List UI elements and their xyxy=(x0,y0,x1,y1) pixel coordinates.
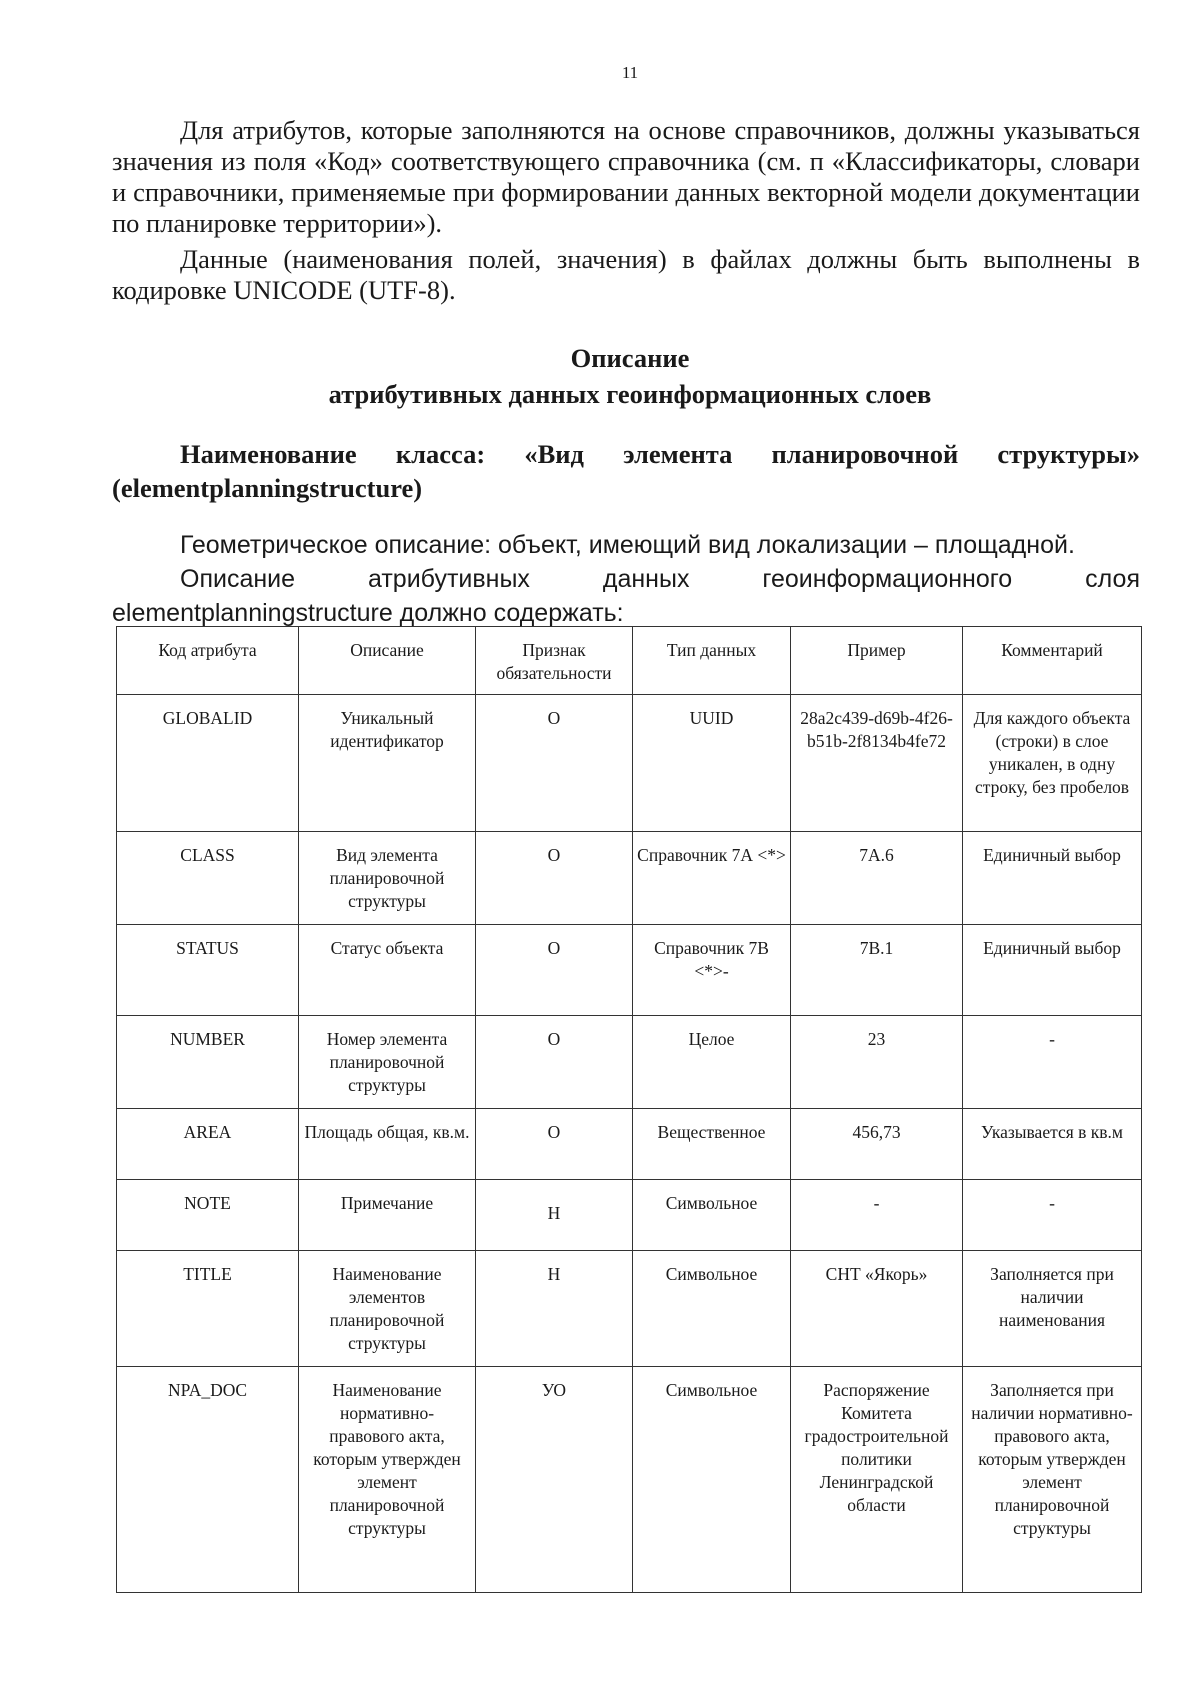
cell-required-flag: Н xyxy=(476,1251,633,1367)
cell-required-flag: О xyxy=(476,1016,633,1109)
class-title: Наименование класса: «Вид элемента планировочной структуры» (elementplanningstructure) xyxy=(112,439,1140,503)
cell-comment: - xyxy=(963,1016,1142,1109)
geometry-description: Геометрическое описание: объект, имеющий вид локализации – площадной. xyxy=(180,531,1075,559)
cell-required-flag: УО xyxy=(476,1367,633,1593)
table-row xyxy=(117,1251,1142,1367)
section-heading xyxy=(0,340,1200,412)
cell-attribute-code: TITLE xyxy=(117,1251,299,1367)
cell-example: 456,73 xyxy=(791,1109,963,1180)
cell-attribute-code: NPA_DOC xyxy=(117,1367,299,1593)
cell-required-flag: О xyxy=(476,925,633,1016)
cell-attribute-code: CLASS xyxy=(117,832,299,925)
cell-description: Наименование нормативно-правового акта, которым утвержден элемент планировочной структуры xyxy=(299,1367,476,1593)
cell-comment: Заполняется при наличии нормативно-правового акта, которым утвержден элемент планировочной структуры xyxy=(963,1367,1142,1593)
cell-data-type: UUID xyxy=(633,695,791,832)
cell-attribute-code: AREA xyxy=(117,1109,299,1180)
attribute-table xyxy=(116,626,1142,1593)
page-number: 11 xyxy=(621,63,639,82)
cell-description: Уникальный идентификатор xyxy=(299,695,476,832)
cell-required-flag: О xyxy=(476,695,633,832)
table-row xyxy=(117,1109,1142,1180)
cell-data-type: Справочник 7А <*> xyxy=(633,832,791,925)
cell-example: Распоряжение Комитета градостроительной политики Ленинградской области xyxy=(791,1367,963,1593)
cell-data-type: Символьное xyxy=(633,1251,791,1367)
section-heading-line1: Описание xyxy=(570,343,690,373)
cell-comment: Единичный выбор xyxy=(963,925,1142,1016)
cell-example: 23 xyxy=(791,1016,963,1109)
table-row xyxy=(117,832,1142,925)
header-description: Описание xyxy=(299,627,476,695)
cell-description: Вид элемента планировочной структуры xyxy=(299,832,476,925)
cell-required-flag xyxy=(476,1180,633,1251)
section-heading-line2: атрибутивных данных геоинформационных слоев xyxy=(328,379,932,409)
table-row xyxy=(117,1016,1142,1109)
header-data-type: Тип данных xyxy=(633,627,791,695)
cell-required-flag: О xyxy=(476,1109,633,1180)
cell-example: СНТ «Якорь» xyxy=(791,1251,963,1367)
cell-example: 7А.6 xyxy=(791,832,963,925)
header-attribute-code: Код атрибута xyxy=(117,627,299,695)
paragraph-encoding: Данные (наименования полей, значения) в файлах должны быть выполнены в кодировке UNICODE (UTF-8). xyxy=(112,244,1140,305)
cell-attribute-code: STATUS xyxy=(117,925,299,1016)
cell-comment: Для каждого объекта (строки) в слое уникален, в одну строку, без пробелов xyxy=(963,695,1142,832)
cell-example: 28a2c439-d69b-4f26-b51b-2f8134b4fe72 xyxy=(791,695,963,832)
cell-attribute-code: NUMBER xyxy=(117,1016,299,1109)
table-header-row xyxy=(117,627,1142,695)
cell-description: Площадь общая, кв.м. xyxy=(299,1109,476,1180)
cell-data-type: Символьное xyxy=(633,1367,791,1593)
cell-required-flag-value: Н xyxy=(547,1203,561,1223)
cell-example: 7В.1 xyxy=(791,925,963,1016)
cell-data-type: Справочник 7В <*>- xyxy=(633,925,791,1016)
paragraph-attributes-reference: Для атрибутов, которые заполняются на основе справочников, должны указываться значения из поля «Код» соответствующего справочника (см. п «Классификаторы, словари и справочники, применяемые при формировании данных векторной модели документации по планировке территории»). xyxy=(112,115,1140,238)
table-row xyxy=(117,695,1142,832)
cell-description: Наименование элементов планировочной структуры xyxy=(299,1251,476,1367)
header-example: Пример xyxy=(791,627,963,695)
cell-description: Статус объекта xyxy=(299,925,476,1016)
cell-comment: - xyxy=(963,1180,1142,1251)
header-required-flag: Признак обязательности xyxy=(476,627,633,695)
layer-description: Описание атрибутивных данных геоинформационного слоя elementplanningstructure должно содержать: xyxy=(112,565,1140,627)
cell-description: Примечание xyxy=(299,1180,476,1251)
table-row xyxy=(117,925,1142,1016)
cell-data-type: Символьное xyxy=(633,1180,791,1251)
cell-comment: Заполняется при наличии наименования xyxy=(963,1251,1142,1367)
cell-comment: Единичный выбор xyxy=(963,832,1142,925)
cell-example: - xyxy=(791,1180,963,1251)
header-comment: Комментарий xyxy=(963,627,1142,695)
cell-attribute-code: NOTE xyxy=(117,1180,299,1251)
cell-data-type: Целое xyxy=(633,1016,791,1109)
cell-description: Номер элемента планировочной структуры xyxy=(299,1016,476,1109)
cell-comment: Указывается в кв.м xyxy=(963,1109,1142,1180)
table-row xyxy=(117,1180,1142,1251)
table-row xyxy=(117,1367,1142,1593)
cell-data-type: Вещественное xyxy=(633,1109,791,1180)
cell-required-flag: О xyxy=(476,832,633,925)
cell-attribute-code: GLOBALID xyxy=(117,695,299,832)
